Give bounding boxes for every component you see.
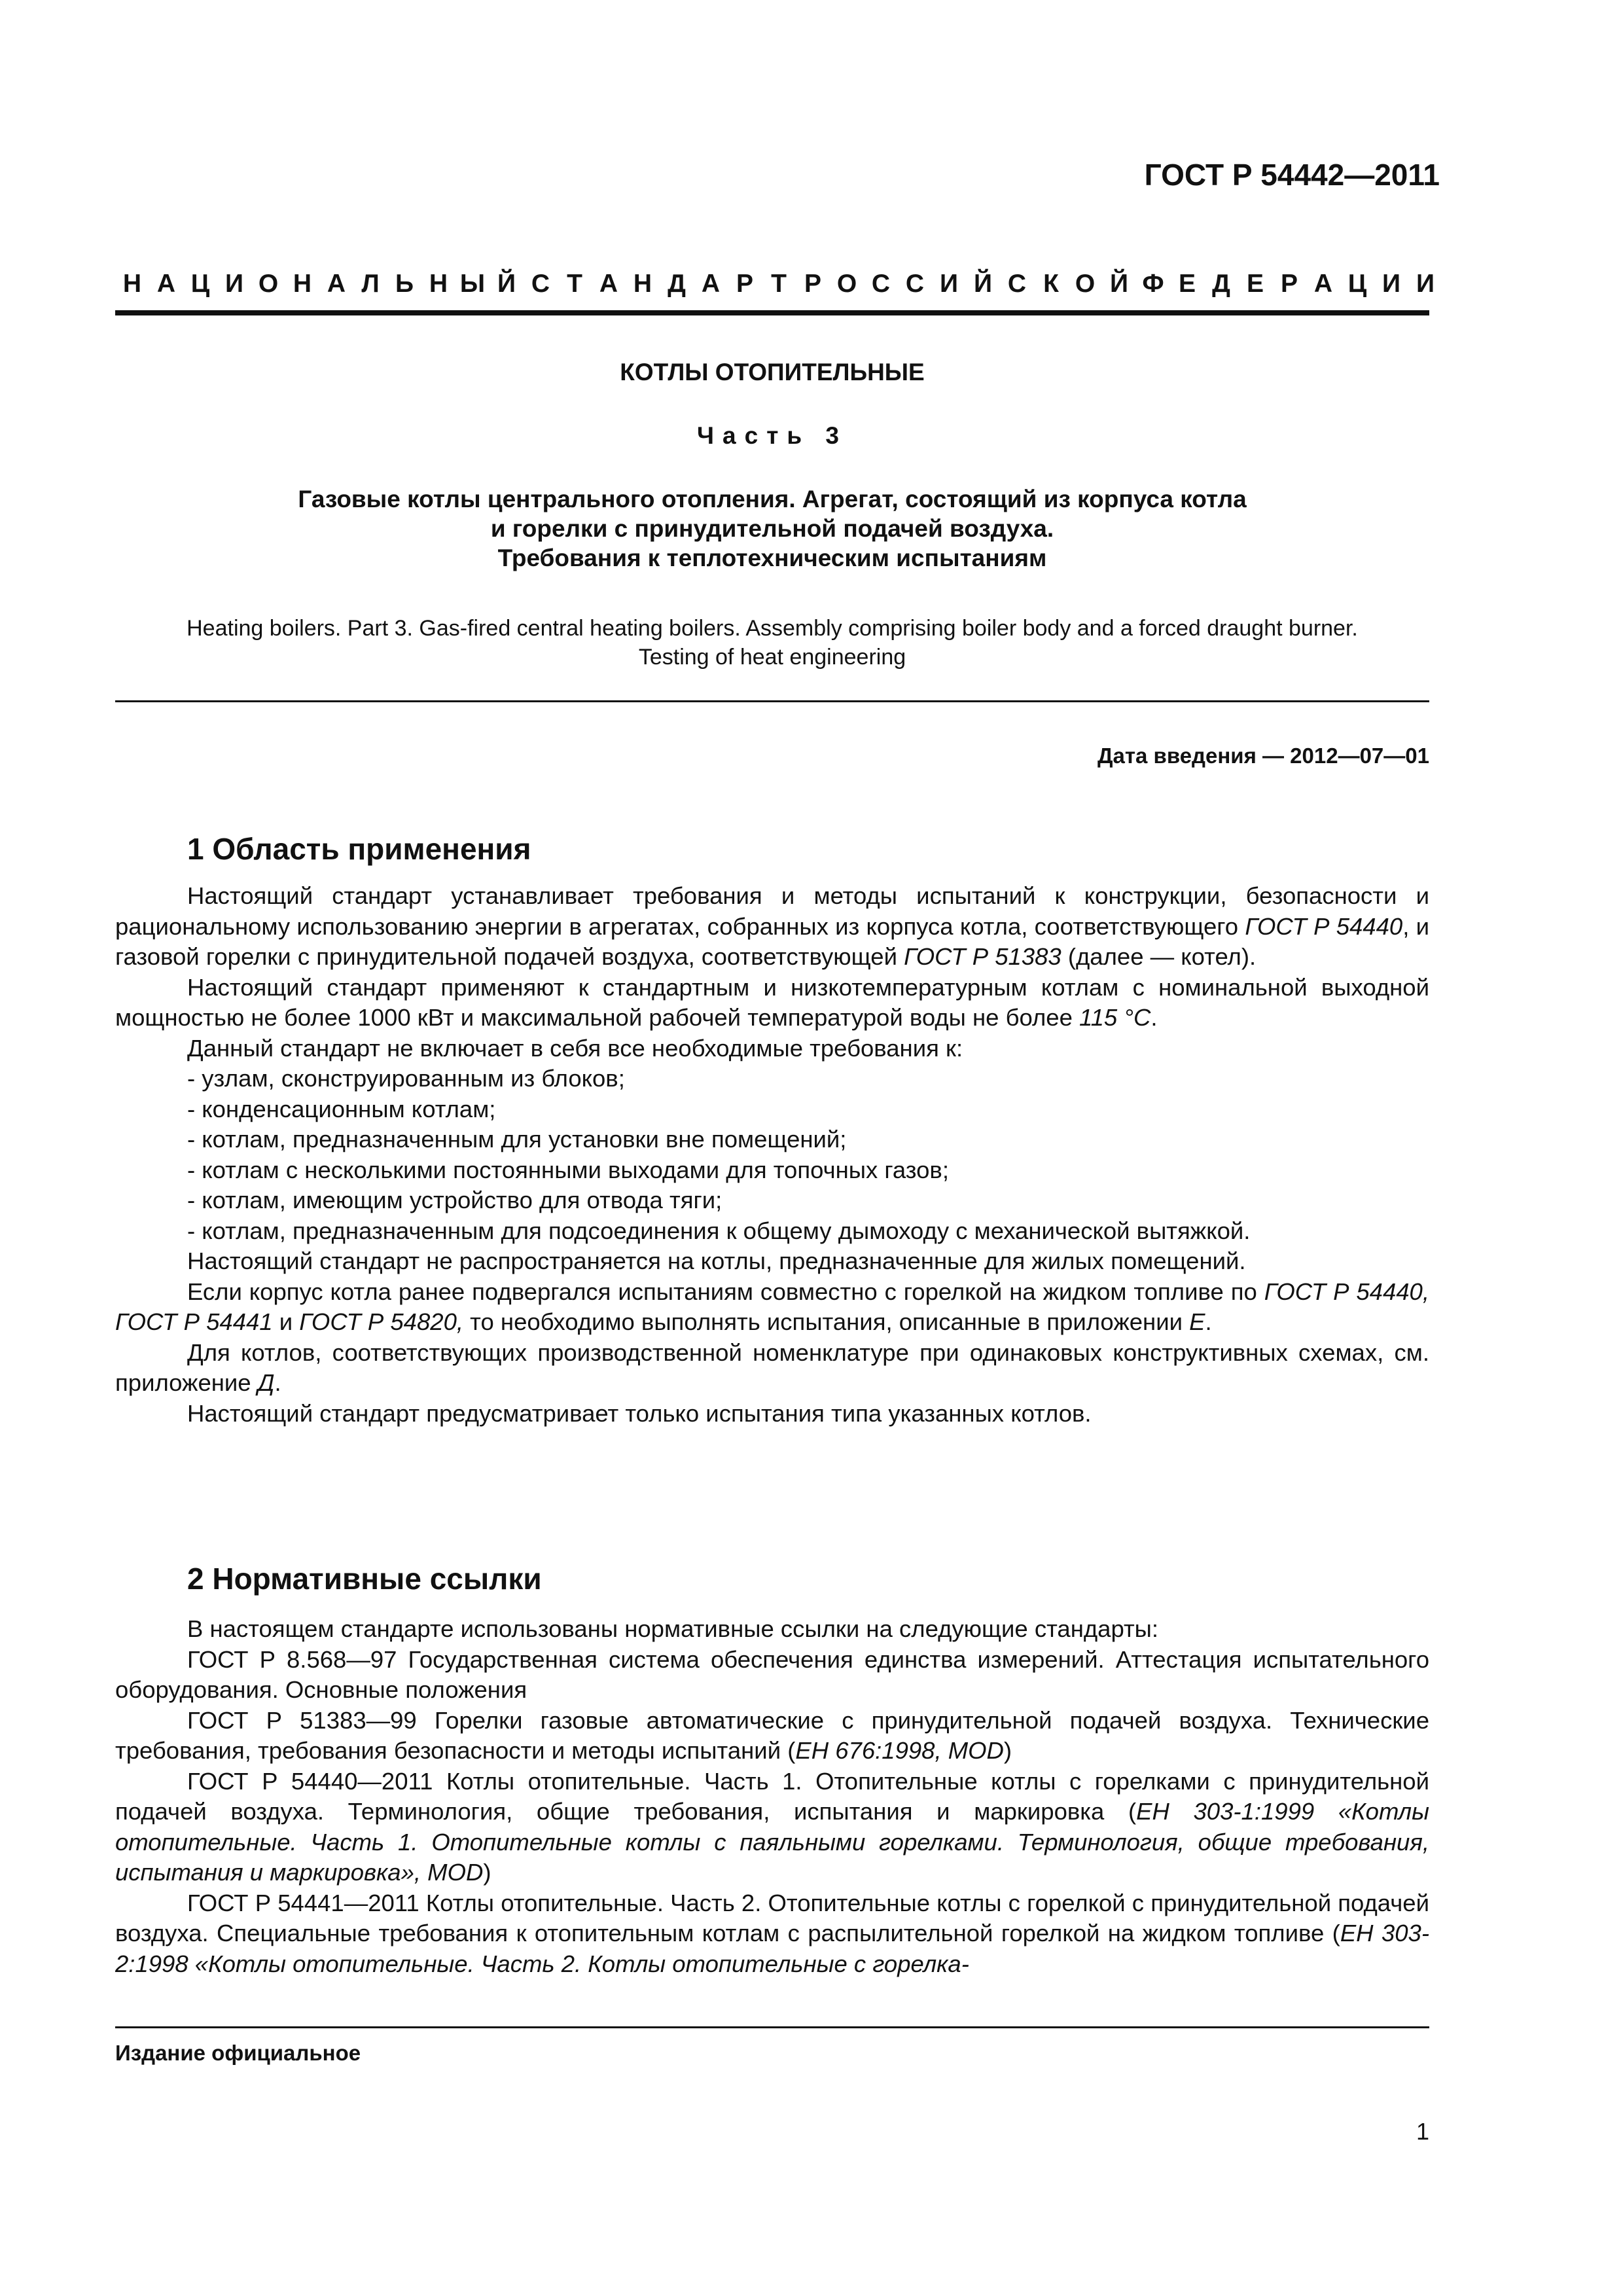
annex-reference: Е [1189,1308,1205,1335]
banner-letter: Ц [1347,270,1367,298]
national-standard-banner [115,270,1435,298]
list-item: - котлам, предназначенным для подсоединения к общему дымоходу с механической вытяжкой. [187,1217,1251,1244]
english-title [115,614,1429,672]
list-item: - конденсационным котлам; [187,1095,496,1122]
document-code: ГОСТ Р 54442—2011 [1144,158,1440,192]
banner-letter: Д [668,270,686,298]
banner-word-1 [115,270,524,298]
banner-letter: А [599,270,618,298]
standard-title: КОТЛЫ ОТОПИТЕЛЬНЫЕ [620,359,925,386]
banner-word-2 [524,270,796,298]
standard-reference: ГОСТ Р 54820, [299,1308,464,1335]
section-1-heading: 1 Область применения [187,832,531,866]
banner-letter: Р [804,270,821,298]
banner-letter: Т [567,270,582,298]
banner-letter: А [327,270,346,298]
standard-subtitle [115,484,1429,573]
banner-letter: С [905,270,925,298]
banner-letter: О [1075,270,1096,298]
banner-letter: Й [973,270,993,298]
banner-letter: Е [1178,270,1196,298]
banner-letter: Л [361,270,380,298]
section-2-body [115,1614,1429,1979]
standard-reference: ГОСТ Р 54440 [1245,912,1403,940]
normative-reference: ГОСТ Р 54440—2011 Котлы отопительные. Часть 1. Отопительные котлы с горелками с принудительной подачей воздуха. Терминология, общие требования, испытания и маркировка (ЕН 303-1:1999 «Котлы отопительные. Часть 1. Отопительные котлы с паяльными горелками. Терминология, общие требования, испытания и маркировка», MOD) [115,1767,1429,1886]
paragraph: В настоящем стандарте использованы нормативные ссылки на следующие стандарты: [187,1615,1159,1642]
temperature-value: 115 °С [1079,1004,1151,1031]
section-1-body [115,881,1429,1429]
paragraph: Настоящий стандарт не распространяется на котлы, предназначенные для жилых помещений. [187,1247,1246,1274]
list-item: - узлам, сконструированным из блоков; [187,1065,625,1092]
banner-letter: Ь [395,270,414,298]
section-2-heading: 2 Нормативные ссылки [187,1562,542,1596]
banner-letter: А [156,270,176,298]
banner-letter: Р [1280,270,1298,298]
banner-letter: Ы [459,270,486,298]
banner-letter: О [258,270,279,298]
title-rule [115,700,1429,702]
header-rule [115,310,1429,315]
paragraph: Настоящий стандарт устанавливает требования и методы испытаний к конструкции, безопасности и рациональному использованию энергии в агрегатах, собранных из корпуса котла, соответствующего ГОСТ Р 54440, и газовой горелки с принудительной подачей воздуха, соответствующей ГОСТ Р 51383 (далее — котел). [115,882,1430,970]
banner-letter: Н [633,270,652,298]
list-item: - котлам, имеющим устройство для отвода тяги; [187,1187,722,1213]
banner-letter: А [701,270,721,298]
introduction-date: Дата введения — 2012—07—01 [1097,744,1429,768]
list-item: - котлам, предназначенным для установки вне помещений; [187,1126,847,1153]
banner-letter: Н [122,270,142,298]
banner-letter: И [1382,270,1401,298]
banner-letter: Р [736,270,753,298]
banner-word-4 [1136,270,1442,298]
normative-reference: ГОСТ Р 54441—2011 Котлы отопительные. Часть 2. Отопительные котлы с горелкой с принудительной подачей воздуха. Специальные требования к отопительным котлам с распылительной горелкой на жидком топливе (ЕН 303-2:1998 «Котлы отопительные. Часть 2. Котлы отопительные с горелка- [115,1889,1429,1977]
banner-letter: К [1043,270,1059,298]
part-number: Часть 3 [697,422,847,449]
banner-letter: И [1416,270,1435,298]
banner-letter: О [836,270,857,298]
english-title-line: Heating boilers. Part 3. Gas-fired central heating boilers. Assembly comprising boiler body and a forced draught burner. [187,616,1358,641]
standard-reference: ГОСТ Р 51383 [904,943,1061,970]
banner-letter: С [531,270,550,298]
banner-letter: А [1313,270,1333,298]
paragraph: Данный стандарт не включает в себя все необходимые требования к: [187,1034,963,1062]
banner-letter: Е [1246,270,1264,298]
banner-letter: Т [771,270,787,298]
banner-word-3 [796,270,1136,298]
banner-letter: И [224,270,244,298]
annex-reference: Д [257,1369,275,1396]
normative-reference: ГОСТ Р 51383—99 Горелки газовые автоматические с принудительной подачей воздуха. Технические требования, требования безопасности и методы испытаний (ЕН 676:1998, MOD) [115,1706,1429,1764]
standard-reference: ГОСТ Р 54440, ГОСТ Р 54441 [115,1278,1429,1335]
footer-rule [115,2026,1429,2028]
paragraph: Если корпус котла ранее подвергался испытаниям совместно с горелкой на жидком топливе по ГОСТ Р 54440, ГОСТ Р 54441 и ГОСТ Р 54820, то необходимо выполнять испытания, описанные в приложении Е. [115,1278,1429,1335]
normative-reference: ГОСТ Р 8.568—97 Государственная система обеспечения единства измерений. Аттестация испытательного оборудования. Основные положения [115,1645,1429,1703]
paragraph: Настоящий стандарт предусматривает только испытания типа указанных котлов. [187,1399,1092,1427]
banner-letter: И [939,270,959,298]
banner-letter: Й [497,270,516,298]
page-number: 1 [1416,2118,1429,2145]
paragraph: Настоящий стандарт применяют к стандартным и низкотемпературным котлам с номинальной выходной мощностью не более 1000 кВт и максимальной рабочей температурой воды не более 115 °С. [115,973,1429,1031]
banner-letter: С [871,270,891,298]
banner-letter: Й [1109,270,1129,298]
subtitle-line: Требования к теплотехническим испытаниям [497,545,1047,571]
subtitle-line: и горелки с принудительной подачей воздуха. [490,515,1054,542]
banner-letter: Д [1212,270,1230,298]
list-item: - котлам с несколькими постоянными выходами для топочных газов; [187,1156,949,1183]
banner-letter: Н [429,270,448,298]
banner-letter: Ф [1142,270,1164,298]
banner-letter: С [1007,270,1027,298]
banner-letter: Ц [190,270,210,298]
banner-letter: Н [293,270,312,298]
english-title-line: Testing of heat engineering [638,645,906,670]
paragraph: Для котлов, соответствующих производственной номенклатуре при одинаковых конструктивных схемах, см. приложение Д. [115,1338,1429,1396]
official-edition-label: Издание официальное [115,2041,361,2065]
subtitle-line: Газовые котлы центрального отопления. Агрегат, состоящий из корпуса котла [298,486,1247,512]
